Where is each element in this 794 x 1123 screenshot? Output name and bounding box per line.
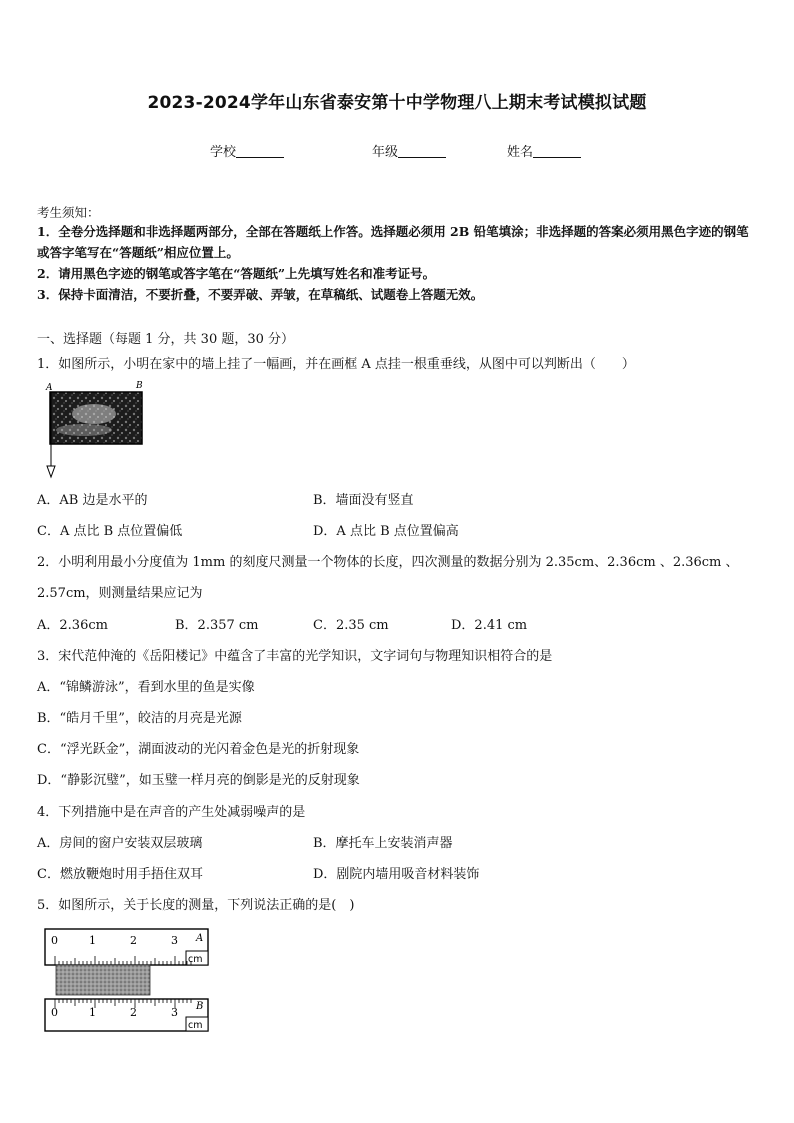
ruler-top-tick-0: 0 (51, 934, 58, 947)
name-label: 姓名 (507, 145, 534, 160)
plumb-bob-icon (47, 466, 55, 477)
notice-heading: 考生须知： (37, 205, 100, 220)
question-4-stem: 4．下列措施中是在声音的产生处减弱噪声的是 (37, 805, 306, 820)
q2-option-c: C．2.35 cm (313, 618, 389, 633)
ruler-figure (40, 925, 215, 1037)
q3-option-c: C．“浮光跃金”，湖面波动的光闪着金色是光的折射现象 (37, 742, 360, 757)
measured-block (56, 965, 150, 995)
question-2-stem-line-1: 2．小明利用最小分度值为 1mm 的刻度尺测量一个物体的长度，四次测量的数据分别为 2.35cm、2.36cm 、2.36cm 、 (37, 555, 739, 570)
ruler-top-tick-3: 3 (171, 934, 178, 947)
school-blank (236, 145, 284, 158)
q3-option-a: A．“锦鳞游泳”，看到水里的鱼是实像 (37, 680, 255, 695)
question-2-stem-line-2: 2.57cm，则测量结果应记为 (37, 586, 203, 601)
question-3-stem: 3．宋代范仲淹的《岳阳楼记》中蕴含了丰富的光学知识，文字词句与物理知识相符合的是 (37, 649, 553, 664)
grade-field (372, 141, 446, 160)
ruler-bottom-tick-2: 2 (130, 1006, 137, 1019)
q2-option-a: A．2.36cm (37, 618, 108, 633)
q3-option-b: B．“皓月千里”，皎洁的月亮是光源 (37, 711, 242, 726)
q2-option-b: B．2.357 cm (175, 618, 259, 633)
name-blank (533, 145, 581, 158)
point-b-label: B (136, 381, 143, 391)
q4-option-c: C．燃放鞭炮时用手捂住双耳 (37, 867, 203, 882)
question-5-stem: 5．如图所示，关于长度的测量，下列说法正确的是( ) (37, 898, 355, 913)
school-label: 学校 (210, 145, 237, 160)
ruler-top-label: A (196, 933, 204, 944)
ruler-bottom-unit: cm (188, 1020, 203, 1031)
q1-option-b: B．墙面没有竖直 (313, 493, 414, 508)
ruler-bottom-tick-1: 1 (89, 1006, 96, 1019)
ruler-top-unit: cm (188, 954, 203, 965)
ruler-bottom (45, 999, 208, 1031)
ruler-top (45, 929, 208, 965)
question-1-stem: 1．如图所示，小明在家中的墙上挂了一幅画，并在画框 A 点挂一根重垂线，从图中可以判断出（ ） (37, 357, 635, 372)
notice-item-2: 2．请用黑色字迹的钢笔或答字笔在“答题纸”上先填写姓名和准考证号。 (37, 266, 436, 281)
ruler-top-tick-2: 2 (130, 934, 137, 947)
q4-option-a: A．房间的窗户安装双层玻璃 (37, 836, 203, 851)
grade-blank (398, 145, 446, 158)
q1-option-d: D．A 点比 B 点位置偏高 (313, 524, 459, 539)
school-field (210, 141, 284, 160)
q3-option-d: D．“静影沉璧”，如玉璧一样月亮的倒影是光的反射现象 (37, 773, 360, 788)
q4-option-d: D．剧院内墙用吸音材料装饰 (313, 867, 480, 882)
painting-figure (44, 380, 148, 480)
ruler-top-tick-1: 1 (89, 934, 96, 947)
ruler-bottom-tick-0: 0 (51, 1006, 58, 1019)
notice-item-1: 1．全卷分选择题和非选择题两部分，全部在答题纸上作答。选择题必须用 2B 铅笔填涂；非选择题的答案必须用黑色字迹的钢笔或答字笔写在“答题纸”相应位置上。 (37, 224, 749, 260)
grade-label: 年级 (372, 145, 399, 160)
name-field (507, 141, 581, 160)
q2-option-d: D．2.41 cm (451, 618, 528, 633)
q4-option-b: B．摩托车上安装消声器 (313, 836, 453, 851)
section-heading: 一、选择题（每题 1 分，共 30 题，30 分） (37, 332, 295, 347)
q1-option-a: A．AB 边是水平的 (37, 493, 148, 508)
notice-item-3: 3．保持卡面清洁，不要折叠，不要弄破、弄皱，在草稿纸、试题卷上答题无效。 (37, 287, 484, 302)
point-a-label: A (46, 383, 53, 393)
q1-option-c: C．A 点比 B 点位置偏低 (37, 524, 183, 539)
ruler-bottom-tick-3: 3 (171, 1006, 178, 1019)
exam-title: 2023-2024学年山东省泰安第十中学物理八上期末考试模拟试题 (147, 93, 647, 113)
ruler-bottom-label: B (196, 1001, 204, 1012)
